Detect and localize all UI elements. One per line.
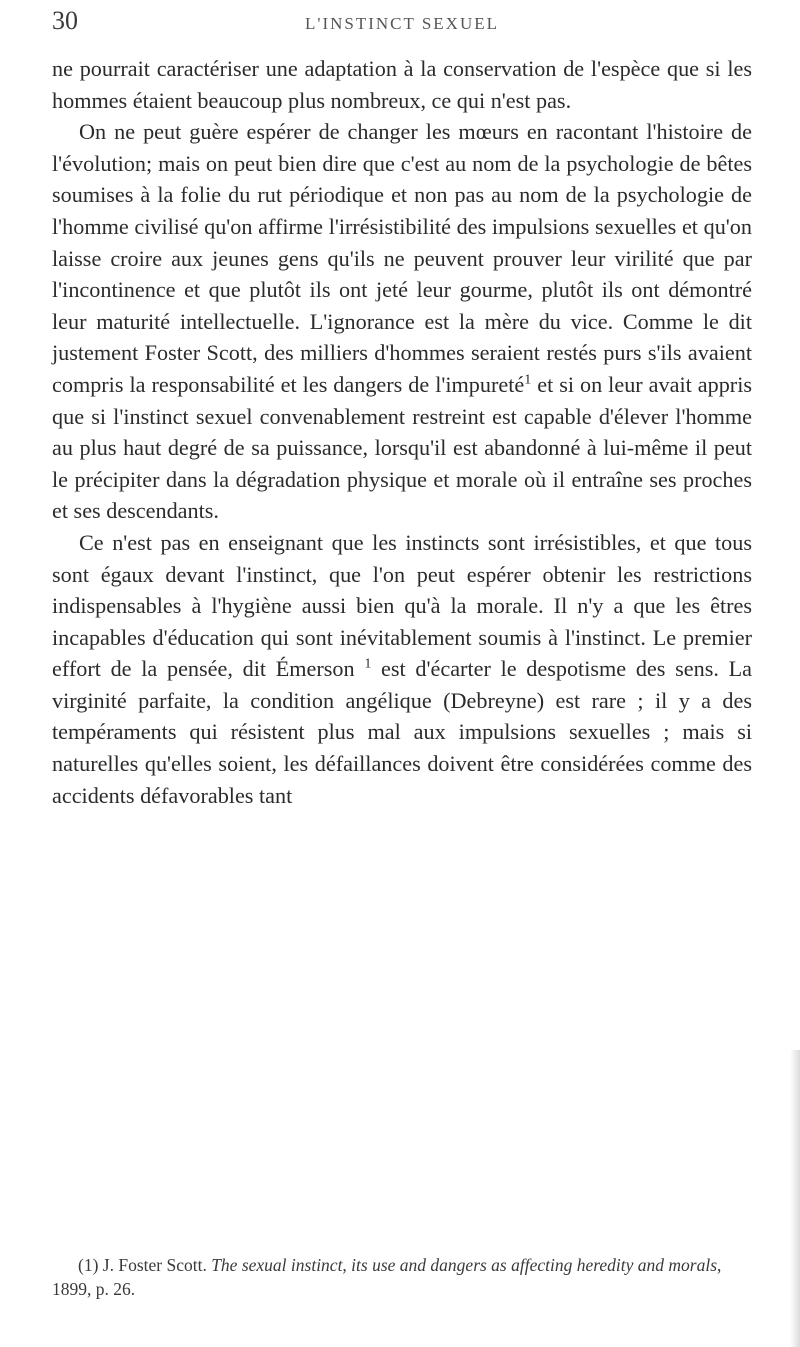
footnote-marker: (1)	[78, 1255, 99, 1275]
paragraph-2-text-b: et si on leur avait appris que si l'instinct sexuel convenablement restreint est capable d'élever l'homme au plus haut degré de sa puissance, lorsqu'il est abandonné à lui-même il peut le précipiter dans la dégradation physique et morale où il entraîne ses proches et ses descendants.	[52, 371, 752, 524]
paragraph-1-text: ne pourrait caractériser une adaptation à la conservation de l'espèce que si les hommes étaient beaucoup plus nombreux, ce qui n'est pas.	[52, 56, 752, 113]
footnote-author: J. Foster Scott.	[102, 1255, 207, 1275]
page-number: 30	[52, 6, 78, 35]
body-text	[52, 53, 752, 811]
paragraph-2	[52, 116, 752, 527]
footnote-title: The sexual instinct, its use and dangers as affecting heredity and morals	[211, 1255, 718, 1275]
footnote-reference: 1	[364, 656, 372, 672]
footnote	[52, 1253, 752, 1301]
footnote-reference: 1	[524, 372, 532, 388]
footnote-details: , 1899, p. 26.	[52, 1255, 722, 1299]
page-header	[52, 6, 752, 40]
paragraph-continued	[52, 53, 752, 116]
paragraph-2-text-a: On ne peut guère espérer de changer les mœurs en racontant l'histoire de l'évolution; mais on peut bien dire que c'est au nom de la psychologie de bêtes soumises à la folie du rut périodique et non pas au nom de la psychologie de l'homme civilisé qu'on affirme l'irrésistibilité des impulsions sexuelles et qu'on laisse croire aux jeunes gens qu'ils ne peuvent prouver leur virilité que par l'incontinence et que plutôt ils ont jeté leur gourme, plutôt ils ont démontré leur maturité intellectuelle. L'ignorance est la mère du vice. Comme le dit justement Foster Scott, des milliers d'hommes seraient restés purs s'ils avaient compris la responsabilité et les dangers de l'impureté	[52, 119, 752, 397]
paragraph-3-text-b: est d'écarter le despotisme des sens. La virginité parfaite, la condition angélique (Debreyne) est rare ; il y a des tempéraments qui résistent plus mal aux impulsions sexuelles ; mais si naturelles qu'elles soient, les défaillances doivent être considérées comme des accidents défavorables tant	[52, 656, 753, 808]
running-head: L'INSTINCT SEXUEL	[305, 14, 499, 33]
paragraph-3	[52, 527, 752, 811]
page-edge-shadow	[790, 1050, 800, 1347]
paragraph-3-text-a: Ce n'est pas en enseignant que les instincts sont irrésistibles, et que tous sont égaux devant l'instinct, que l'on peut espérer obtenir les restrictions indispensables à l'hygiène aussi bien qu'à la morale. Il n'y a que les êtres incapables d'éducation qui sont inévitablement soumis à l'instinct. Le premier effort de la pensée, dit Émerson	[52, 529, 752, 682]
